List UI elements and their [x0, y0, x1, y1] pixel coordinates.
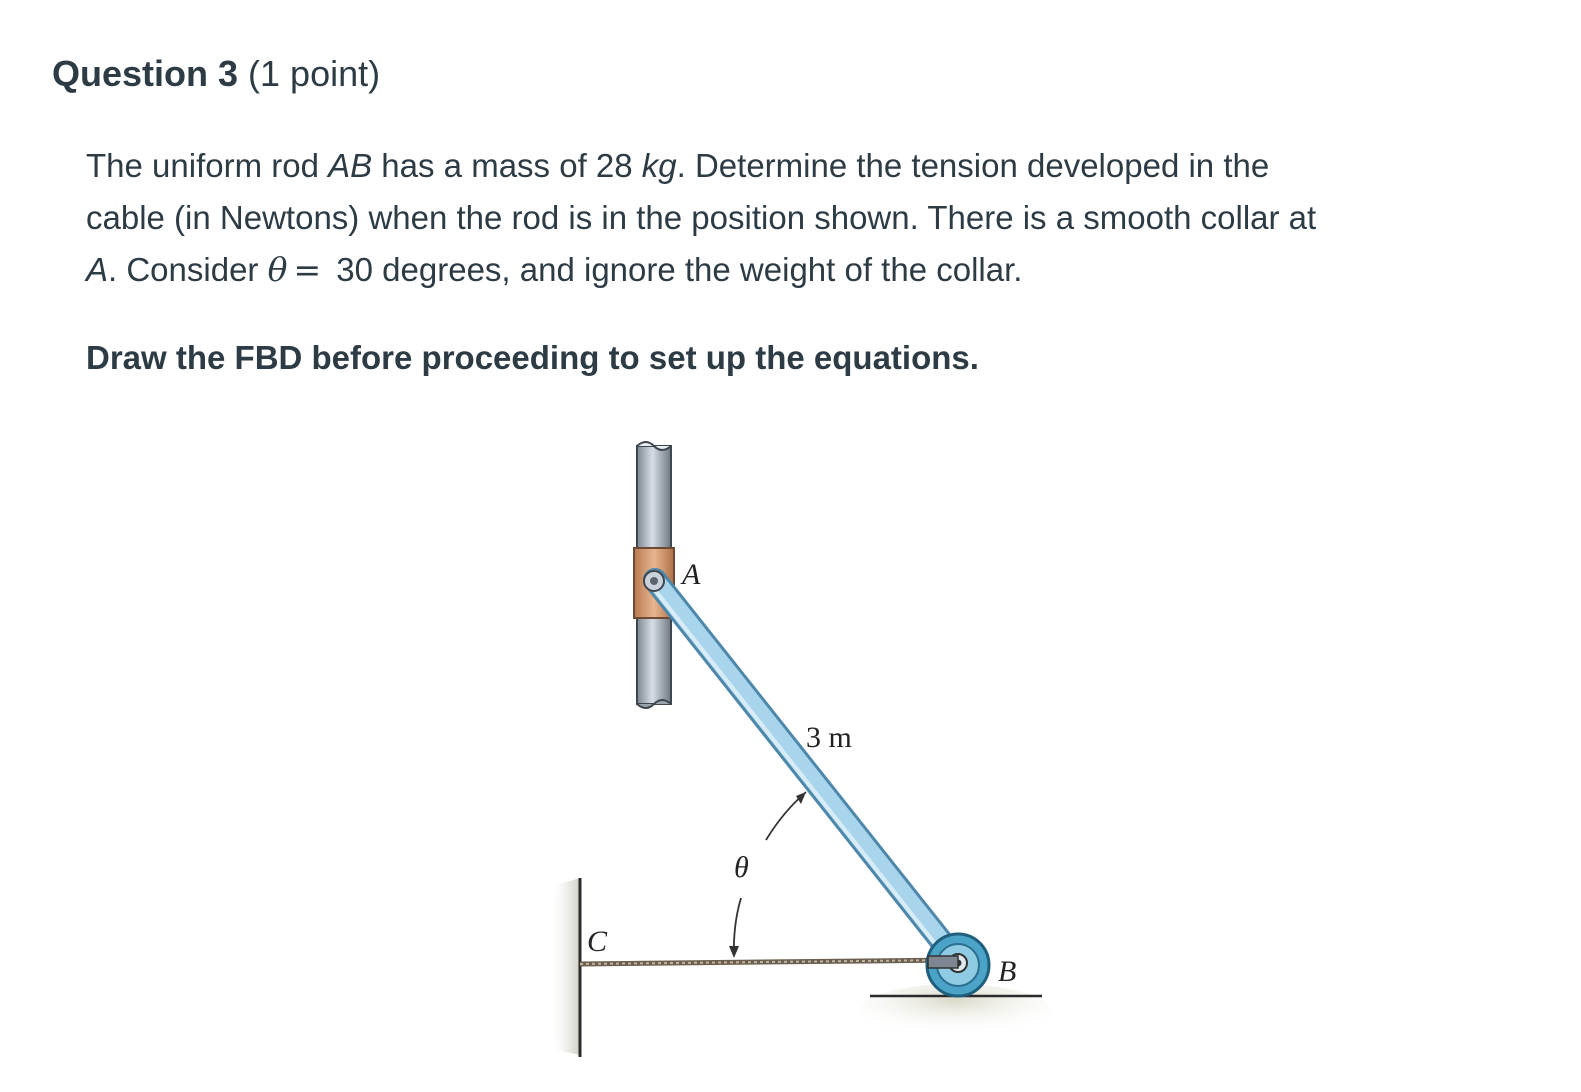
- arrow-head-icon: [729, 946, 739, 958]
- wheel-b: [927, 934, 989, 996]
- question-title: Question 3: [52, 53, 239, 94]
- prompt-text: . Determine the tension developed in the: [676, 147, 1270, 184]
- cable: [580, 960, 955, 964]
- prompt-text: The uniform rod: [86, 147, 329, 184]
- fbd-instruction: Draw the FBD before proceeding to set up the equations.: [86, 339, 979, 376]
- wall-support: [548, 878, 580, 1057]
- prompt-text: has a mass of 28: [372, 147, 642, 184]
- prompt-text: 30 degrees, and ignore the weight of the collar.: [327, 251, 1023, 288]
- point-name: A: [86, 251, 109, 288]
- rod-name: AB: [328, 147, 373, 184]
- label-length: 3 m: [806, 721, 852, 754]
- equals-sign: =: [293, 250, 322, 289]
- rod-ab: [651, 580, 958, 965]
- theta-symbol: θ: [267, 250, 288, 289]
- pin-a: [644, 571, 664, 591]
- label-a: A: [682, 558, 701, 591]
- question-points: (1 point): [248, 53, 381, 94]
- prompt-line-2: cable (in Newtons) when the rod is in the position shown. There is a smooth collar at: [86, 199, 1317, 236]
- label-theta: θ: [734, 851, 749, 884]
- label-c: C: [587, 925, 608, 958]
- mass-unit: kg: [641, 147, 677, 184]
- prompt-text: . Consider: [108, 251, 268, 288]
- arrow-head-icon: [796, 792, 806, 804]
- label-b: B: [998, 955, 1017, 988]
